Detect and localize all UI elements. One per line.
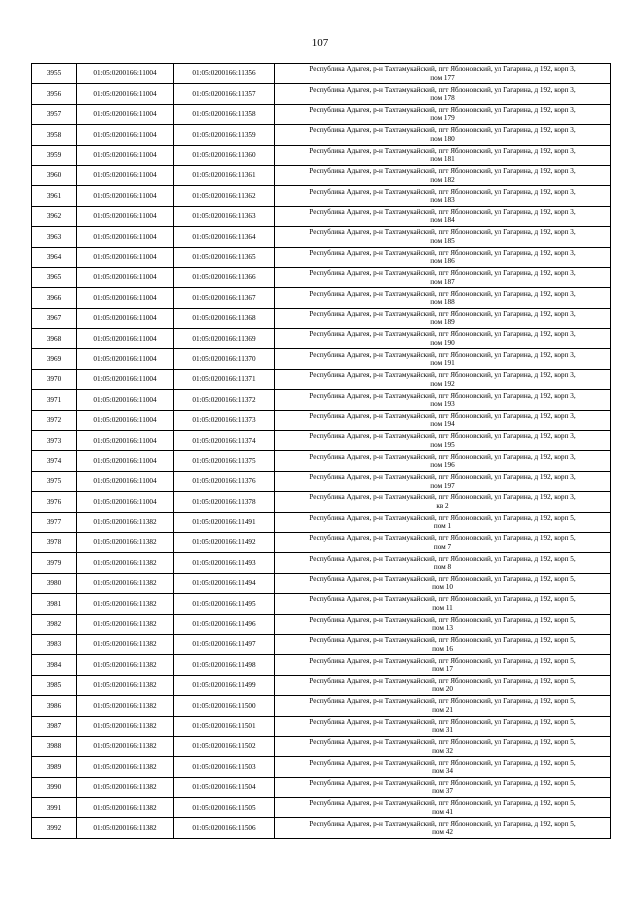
table-row (32, 369, 611, 389)
table-row (32, 431, 611, 451)
cadastral-number-cell: 01:05:0200166:11496 (174, 614, 275, 634)
row-number-cell: 3984 (32, 655, 77, 675)
table-row (32, 451, 611, 471)
table-row (32, 125, 611, 145)
table-row (32, 594, 611, 614)
table-row (32, 84, 611, 104)
address-line: Республика Адыгея, р-н Тахтамукайский, пгт Яблоновский, ул Гагарина, д 192, корп 3, (309, 85, 576, 94)
parent-cadastral-number-cell: 01:05:0200166:11004 (77, 451, 174, 471)
address-cell (275, 696, 611, 716)
address-line: Республика Адыгея, р-н Тахтамукайский, пгт Яблоновский, ул Гагарина, д 192, корп 5, (309, 758, 576, 767)
address-cell (275, 267, 611, 287)
parent-cadastral-number-cell: 01:05:0200166:11382 (77, 634, 174, 654)
row-number-cell: 3963 (32, 227, 77, 247)
address-cell (275, 532, 611, 552)
row-number-cell: 3969 (32, 349, 77, 369)
address-cell (275, 125, 611, 145)
cadastral-number-cell: 01:05:0200166:11362 (174, 186, 275, 206)
parent-cadastral-number-cell: 01:05:0200166:11004 (77, 186, 174, 206)
address-line: Республика Адыгея, р-н Тахтамукайский, пгт Яблоновский, ул Гагарина, д 192, корп 5, (309, 717, 576, 726)
parent-cadastral-number-cell: 01:05:0200166:11382 (77, 798, 174, 818)
table-row (32, 227, 611, 247)
address-unit: пом 37 (432, 787, 453, 796)
cadastral-number-cell: 01:05:0200166:11506 (174, 818, 275, 838)
row-number-cell: 3957 (32, 104, 77, 124)
parent-cadastral-number-cell: 01:05:0200166:11382 (77, 512, 174, 532)
cadastral-number-cell: 01:05:0200166:11366 (174, 267, 275, 287)
table-row (32, 410, 611, 430)
address-cell (275, 716, 611, 736)
address-cell (275, 165, 611, 185)
address-line: Республика Адыгея, р-н Тахтамукайский, пгт Яблоновский, ул Гагарина, д 192, корп 3, (309, 350, 576, 359)
parent-cadastral-number-cell: 01:05:0200166:11382 (77, 675, 174, 695)
parent-cadastral-number-cell: 01:05:0200166:11382 (77, 757, 174, 777)
address-line: Республика Адыгея, р-н Тахтамукайский, пгт Яблоновский, ул Гагарина, д 192, корп 3, (309, 167, 576, 176)
row-number-cell: 3976 (32, 492, 77, 512)
address-unit: пом 186 (430, 257, 455, 266)
cadastral-number-cell: 01:05:0200166:11365 (174, 247, 275, 267)
address-unit: пом 180 (430, 134, 455, 143)
row-number-cell: 3974 (32, 451, 77, 471)
cadastral-number-cell: 01:05:0200166:11375 (174, 451, 275, 471)
address-unit: пом 193 (430, 399, 455, 408)
address-line: Республика Адыгея, р-н Тахтамукайский, пгт Яблоновский, ул Гагарина, д 192, корп 3, (309, 493, 576, 502)
address-unit: пом 187 (430, 277, 455, 286)
row-number-cell: 3987 (32, 716, 77, 736)
address-unit: пом 191 (430, 359, 455, 368)
parent-cadastral-number-cell: 01:05:0200166:11382 (77, 532, 174, 552)
address-unit: пом 16 (432, 644, 453, 653)
row-number-cell: 3959 (32, 145, 77, 165)
row-number-cell: 3991 (32, 798, 77, 818)
page-number: 107 (311, 37, 329, 49)
address-cell (275, 492, 611, 512)
parent-cadastral-number-cell: 01:05:0200166:11382 (77, 573, 174, 593)
table-row (32, 165, 611, 185)
address-unit: пом 192 (430, 379, 455, 388)
address-line: Республика Адыгея, р-н Тахтамукайский, пгт Яблоновский, ул Гагарина, д 192, корп 5, (309, 513, 576, 522)
table-row (32, 390, 611, 410)
parent-cadastral-number-cell: 01:05:0200166:11004 (77, 329, 174, 349)
table-row (32, 471, 611, 491)
address-line: Республика Адыгея, р-н Тахтамукайский, пгт Яблоновский, ул Гагарина, д 192, корп 5, (309, 738, 576, 747)
cadastral-number-cell: 01:05:0200166:11494 (174, 573, 275, 593)
table-row (32, 675, 611, 695)
cadastral-number-cell: 01:05:0200166:11501 (174, 716, 275, 736)
table-row (32, 64, 611, 84)
address-unit: пом 17 (432, 665, 453, 674)
address-cell (275, 227, 611, 247)
cadastral-number-cell: 01:05:0200166:11370 (174, 349, 275, 369)
table-row (32, 206, 611, 226)
parent-cadastral-number-cell: 01:05:0200166:11004 (77, 125, 174, 145)
registry-table (31, 63, 611, 839)
address-unit: пом 181 (430, 155, 455, 164)
address-unit: пом 13 (432, 624, 453, 633)
address-cell (275, 512, 611, 532)
row-number-cell: 3960 (32, 165, 77, 185)
row-number-cell: 3962 (32, 206, 77, 226)
address-unit: пом 196 (430, 461, 455, 470)
cadastral-number-cell: 01:05:0200166:11502 (174, 736, 275, 756)
address-cell (275, 777, 611, 797)
row-number-cell: 3988 (32, 736, 77, 756)
parent-cadastral-number-cell: 01:05:0200166:11382 (77, 594, 174, 614)
address-unit: пом 197 (430, 481, 455, 490)
address-cell (275, 757, 611, 777)
cadastral-number-cell: 01:05:0200166:11499 (174, 675, 275, 695)
address-line: Республика Адыгея, р-н Тахтамукайский, пгт Яблоновский, ул Гагарина, д 192, корп 3, (309, 248, 576, 257)
parent-cadastral-number-cell: 01:05:0200166:11004 (77, 431, 174, 451)
cadastral-number-cell: 01:05:0200166:11361 (174, 165, 275, 185)
address-unit: пом 20 (432, 685, 453, 694)
address-unit: пом 11 (432, 603, 453, 612)
parent-cadastral-number-cell: 01:05:0200166:11382 (77, 553, 174, 573)
table-row (32, 553, 611, 573)
address-cell (275, 308, 611, 328)
cadastral-number-cell: 01:05:0200166:11364 (174, 227, 275, 247)
address-line: Республика Адыгея, р-н Тахтамукайский, пгт Яблоновский, ул Гагарина, д 192, корп 5, (309, 615, 576, 624)
row-number-cell: 3989 (32, 757, 77, 777)
table-row (32, 614, 611, 634)
table-row (32, 818, 611, 838)
address-line: Республика Адыгея, р-н Тахтамукайский, пгт Яблоновский, ул Гагарина, д 192, корп 3, (309, 473, 576, 482)
address-cell (275, 329, 611, 349)
address-unit: пом 31 (432, 726, 453, 735)
address-line: Республика Адыгея, р-н Тахтамукайский, пгт Яблоновский, ул Гагарина, д 192, корп 5, (309, 778, 576, 787)
parent-cadastral-number-cell: 01:05:0200166:11382 (77, 736, 174, 756)
address-unit: пом 189 (430, 318, 455, 327)
address-line: Республика Адыгея, р-н Тахтамукайский, пгт Яблоновский, ул Гагарина, д 192, корп 5, (309, 656, 576, 665)
address-unit: пом 32 (432, 746, 453, 755)
parent-cadastral-number-cell: 01:05:0200166:11004 (77, 349, 174, 369)
address-line: Республика Адыгея, р-н Тахтамукайский, пгт Яблоновский, ул Гагарина, д 192, корп 3, (309, 187, 576, 196)
cadastral-number-cell: 01:05:0200166:11372 (174, 390, 275, 410)
address-cell (275, 614, 611, 634)
cadastral-number-cell: 01:05:0200166:11505 (174, 798, 275, 818)
row-number-cell: 3986 (32, 696, 77, 716)
address-line: Республика Адыгея, р-н Тахтамукайский, пгт Яблоновский, ул Гагарина, д 192, корп 5, (309, 575, 576, 584)
address-line: Республика Адыгея, р-н Тахтамукайский, пгт Яблоновский, ул Гагарина, д 192, корп 3, (309, 269, 576, 278)
cadastral-number-cell: 01:05:0200166:11491 (174, 512, 275, 532)
row-number-cell: 3980 (32, 573, 77, 593)
table-row (32, 777, 611, 797)
cadastral-number-cell: 01:05:0200166:11504 (174, 777, 275, 797)
address-line: Республика Адыгея, р-н Тахтамукайский, пгт Яблоновский, ул Гагарина, д 192, корп 3, (309, 309, 576, 318)
parent-cadastral-number-cell: 01:05:0200166:11004 (77, 104, 174, 124)
address-cell (275, 369, 611, 389)
address-unit: пом 34 (432, 766, 453, 775)
address-line: Республика Адыгея, р-н Тахтамукайский, пгт Яблоновский, ул Гагарина, д 192, корп 5, (309, 554, 576, 563)
row-number-cell: 3992 (32, 818, 77, 838)
address-line: Республика Адыгея, р-н Тахтамукайский, пгт Яблоновский, ул Гагарина, д 192, корп 3, (309, 65, 576, 74)
address-line: Республика Адыгея, р-н Тахтамукайский, пгт Яблоновский, ул Гагарина, д 192, корп 3, (309, 146, 576, 155)
row-number-cell: 3966 (32, 288, 77, 308)
address-unit: пом 21 (432, 705, 453, 714)
cadastral-number-cell: 01:05:0200166:11368 (174, 308, 275, 328)
parent-cadastral-number-cell: 01:05:0200166:11004 (77, 471, 174, 491)
cadastral-number-cell: 01:05:0200166:11503 (174, 757, 275, 777)
cadastral-number-cell: 01:05:0200166:11369 (174, 329, 275, 349)
cadastral-number-cell: 01:05:0200166:11356 (174, 64, 275, 84)
table-row (32, 696, 611, 716)
address-line: Республика Адыгея, р-н Тахтамукайский, пгт Яблоновский, ул Гагарина, д 192, корп 3, (309, 330, 576, 339)
address-line: Республика Адыгея, р-н Тахтамукайский, пгт Яблоновский, ул Гагарина, д 192, корп 3, (309, 106, 576, 115)
address-line: Республика Адыгея, р-н Тахтамукайский, пгт Яблоновский, ул Гагарина, д 192, корп 3, (309, 432, 576, 441)
address-unit: пом 10 (432, 583, 453, 592)
address-cell (275, 104, 611, 124)
address-unit: пом 41 (432, 807, 453, 816)
address-line: Республика Адыгея, р-н Тахтамукайский, пгт Яблоновский, ул Гагарина, д 192, корп 5, (309, 677, 576, 685)
row-number-cell: 3981 (32, 594, 77, 614)
address-unit: пом 7 (433, 542, 452, 551)
parent-cadastral-number-cell: 01:05:0200166:11004 (77, 84, 174, 104)
address-line: Республика Адыгея, р-н Тахтамукайский, пгт Яблоновский, ул Гагарина, д 192, корп 5, (309, 799, 576, 808)
address-line: Республика Адыгея, р-н Тахтамукайский, пгт Яблоновский, ул Гагарина, д 192, корп 3, (309, 126, 576, 135)
cadastral-number-cell: 01:05:0200166:11378 (174, 492, 275, 512)
parent-cadastral-number-cell: 01:05:0200166:11004 (77, 227, 174, 247)
address-unit: пом 1 (433, 522, 452, 531)
row-number-cell: 3961 (32, 186, 77, 206)
address-cell (275, 594, 611, 614)
row-number-cell: 3956 (32, 84, 77, 104)
table-row (32, 716, 611, 736)
table-row (32, 512, 611, 532)
address-cell (275, 410, 611, 430)
row-number-cell: 3982 (32, 614, 77, 634)
parent-cadastral-number-cell: 01:05:0200166:11004 (77, 288, 174, 308)
row-number-cell: 3968 (32, 329, 77, 349)
address-cell (275, 431, 611, 451)
row-number-cell: 3985 (32, 675, 77, 695)
address-unit: пом 8 (433, 563, 452, 572)
table-row (32, 634, 611, 654)
address-line: Республика Адыгея, р-н Тахтамукайский, пгт Яблоновский, ул Гагарина, д 192, корп 3, (309, 391, 576, 400)
row-number-cell: 3977 (32, 512, 77, 532)
table-row (32, 186, 611, 206)
cadastral-number-cell: 01:05:0200166:11357 (174, 84, 275, 104)
address-line: Республика Адыгея, р-н Тахтамукайский, пгт Яблоновский, ул Гагарина, д 192, корп 3, (309, 452, 576, 461)
address-cell (275, 84, 611, 104)
cadastral-number-cell: 01:05:0200166:11498 (174, 655, 275, 675)
address-cell (275, 64, 611, 84)
address-cell (275, 798, 611, 818)
cadastral-number-cell: 01:05:0200166:11360 (174, 145, 275, 165)
table-row (32, 757, 611, 777)
table-row (32, 288, 611, 308)
registry-table-body (32, 64, 611, 839)
row-number-cell: 3958 (32, 125, 77, 145)
cadastral-number-cell: 01:05:0200166:11376 (174, 471, 275, 491)
parent-cadastral-number-cell: 01:05:0200166:11382 (77, 818, 174, 838)
row-number-cell: 3964 (32, 247, 77, 267)
table-row (32, 573, 611, 593)
address-line: Республика Адыгея, р-н Тахтамукайский, пгт Яблоновский, ул Гагарина, д 192, корп 3, (309, 371, 576, 380)
address-line: Республика Адыгея, р-н Тахтамукайский, пгт Яблоновский, ул Гагарина, д 192, корп 5, (309, 819, 576, 828)
table-row (32, 532, 611, 552)
row-number-cell: 3970 (32, 369, 77, 389)
cadastral-number-cell: 01:05:0200166:11359 (174, 125, 275, 145)
address-unit: кв 2 (436, 501, 449, 510)
address-cell (275, 247, 611, 267)
cadastral-number-cell: 01:05:0200166:11371 (174, 369, 275, 389)
address-cell (275, 471, 611, 491)
parent-cadastral-number-cell: 01:05:0200166:11004 (77, 410, 174, 430)
cadastral-number-cell: 01:05:0200166:11358 (174, 104, 275, 124)
table-row (32, 798, 611, 818)
address-cell (275, 288, 611, 308)
address-cell (275, 451, 611, 471)
parent-cadastral-number-cell: 01:05:0200166:11004 (77, 369, 174, 389)
parent-cadastral-number-cell: 01:05:0200166:11004 (77, 145, 174, 165)
table-row (32, 104, 611, 124)
address-line: Республика Адыгея, р-н Тахтамукайский, пгт Яблоновский, ул Гагарина, д 192, корп 3, (309, 208, 576, 217)
parent-cadastral-number-cell: 01:05:0200166:11004 (77, 206, 174, 226)
address-cell (275, 675, 611, 695)
parent-cadastral-number-cell: 01:05:0200166:11382 (77, 614, 174, 634)
row-number-cell: 3975 (32, 471, 77, 491)
table-row (32, 329, 611, 349)
address-line: Республика Адыгея, р-н Тахтамукайский, пгт Яблоновский, ул Гагарина, д 192, корп 5, (309, 534, 576, 543)
address-cell (275, 573, 611, 593)
row-number-cell: 3978 (32, 532, 77, 552)
cadastral-number-cell: 01:05:0200166:11374 (174, 431, 275, 451)
address-line: Республика Адыгея, р-н Тахтамукайский, пгт Яблоновский, ул Гагарина, д 192, корп 5, (309, 595, 576, 604)
address-unit: пом 185 (430, 236, 455, 245)
row-number-cell: 3971 (32, 390, 77, 410)
cadastral-number-cell: 01:05:0200166:11367 (174, 288, 275, 308)
parent-cadastral-number-cell: 01:05:0200166:11382 (77, 696, 174, 716)
address-cell (275, 349, 611, 369)
address-line: Республика Адыгея, р-н Тахтамукайский, пгт Яблоновский, ул Гагарина, д 192, корп 5, (309, 636, 576, 645)
address-cell (275, 206, 611, 226)
address-unit: пом 177 (430, 73, 455, 82)
address-unit: пом 195 (430, 440, 455, 449)
cadastral-number-cell: 01:05:0200166:11497 (174, 634, 275, 654)
address-unit: пом 182 (430, 175, 455, 184)
address-cell (275, 634, 611, 654)
address-unit: пом 190 (430, 338, 455, 347)
row-number-cell: 3972 (32, 410, 77, 430)
address-cell (275, 736, 611, 756)
address-unit: пом 194 (430, 420, 455, 429)
parent-cadastral-number-cell: 01:05:0200166:11004 (77, 267, 174, 287)
table-row (32, 247, 611, 267)
table-row (32, 736, 611, 756)
parent-cadastral-number-cell: 01:05:0200166:11004 (77, 247, 174, 267)
cadastral-number-cell: 01:05:0200166:11500 (174, 696, 275, 716)
address-cell (275, 145, 611, 165)
address-cell (275, 655, 611, 675)
address-cell (275, 390, 611, 410)
address-unit: пом 184 (430, 216, 455, 225)
address-line: Республика Адыгея, р-н Тахтамукайский, пгт Яблоновский, ул Гагарина, д 192, корп 5, (309, 697, 576, 706)
address-unit: пом 179 (430, 114, 455, 123)
cadastral-number-cell: 01:05:0200166:11493 (174, 553, 275, 573)
address-line: Республика Адыгея, р-н Тахтамукайский, пгт Яблоновский, ул Гагарина, д 192, корп 3, (309, 289, 576, 298)
address-unit: пом 183 (430, 196, 455, 205)
table-row (32, 349, 611, 369)
parent-cadastral-number-cell: 01:05:0200166:11382 (77, 777, 174, 797)
row-number-cell: 3979 (32, 553, 77, 573)
parent-cadastral-number-cell: 01:05:0200166:11382 (77, 655, 174, 675)
table-row (32, 267, 611, 287)
address-unit: пом 188 (430, 297, 455, 306)
table-row (32, 655, 611, 675)
row-number-cell: 3965 (32, 267, 77, 287)
row-number-cell: 3990 (32, 777, 77, 797)
address-cell (275, 818, 611, 838)
parent-cadastral-number-cell: 01:05:0200166:11004 (77, 165, 174, 185)
table-row (32, 308, 611, 328)
address-unit: пом 178 (430, 94, 455, 103)
address-line: Республика Адыгея, р-н Тахтамукайский, пгт Яблоновский, ул Гагарина, д 192, корп 3, (309, 411, 576, 420)
row-number-cell: 3967 (32, 308, 77, 328)
address-cell (275, 186, 611, 206)
address-unit: пом 42 (432, 828, 453, 837)
parent-cadastral-number-cell: 01:05:0200166:11004 (77, 308, 174, 328)
parent-cadastral-number-cell: 01:05:0200166:11004 (77, 64, 174, 84)
row-number-cell: 3983 (32, 634, 77, 654)
cadastral-number-cell: 01:05:0200166:11363 (174, 206, 275, 226)
row-number-cell: 3955 (32, 64, 77, 84)
cadastral-number-cell: 01:05:0200166:11495 (174, 594, 275, 614)
address-cell (275, 553, 611, 573)
cadastral-number-cell: 01:05:0200166:11492 (174, 532, 275, 552)
parent-cadastral-number-cell: 01:05:0200166:11382 (77, 716, 174, 736)
table-row (32, 492, 611, 512)
parent-cadastral-number-cell: 01:05:0200166:11004 (77, 390, 174, 410)
address-line: Республика Адыгея, р-н Тахтамукайский, пгт Яблоновский, ул Гагарина, д 192, корп 3, (309, 228, 576, 237)
parent-cadastral-number-cell: 01:05:0200166:11004 (77, 492, 174, 512)
cadastral-number-cell: 01:05:0200166:11373 (174, 410, 275, 430)
table-row (32, 145, 611, 165)
row-number-cell: 3973 (32, 431, 77, 451)
